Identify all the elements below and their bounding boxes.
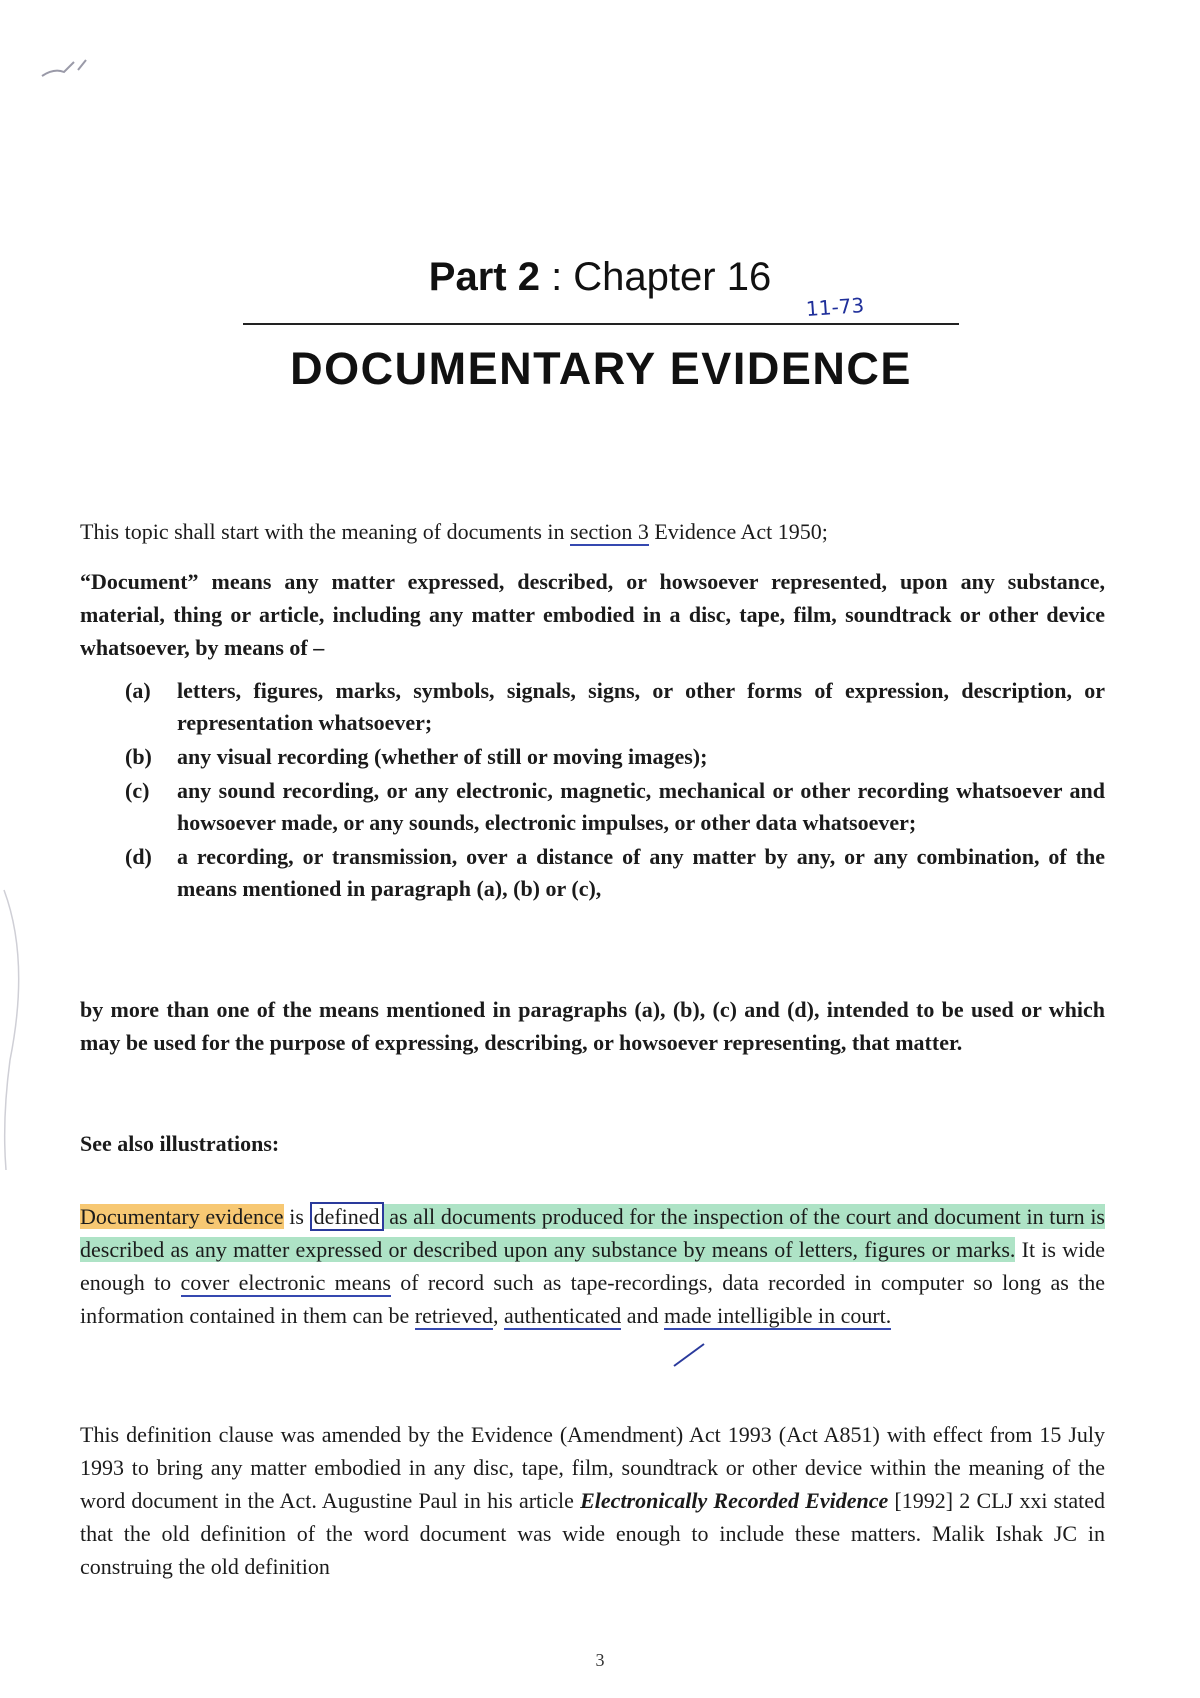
documentary-evidence-paragraph: [80, 1200, 1105, 1332]
amendment-paragraph: [80, 1418, 1105, 1583]
text-mid3: ,: [492, 1303, 504, 1328]
amendment-text-2: [1992] 2 CLJ xxi stated that the old definition of the word document was wide enough to include these matters. Malik Ishak JC in construing the old definition: [80, 1488, 1105, 1579]
scan-mark-top-left: [34, 50, 104, 90]
handwritten-page-note: 11-73: [805, 293, 865, 321]
definition-tail: by more than one of the means mentioned in paragraphs (a), (b), (c) and (d), intended to be used or which may be used for the purpose of expressing, describing, or howsoever representing, that matter.: [80, 997, 1105, 1055]
page-number: 3: [595, 1650, 605, 1670]
page-title: DOCUMENTARY EVIDENCE: [290, 343, 912, 394]
item-text: letters, figures, marks, symbols, signals, signs, or other forms of expression, description, or representation whatsoever;: [177, 678, 1105, 735]
definition-paragraph: “Document” means any matter expressed, described, or howsoever represented, upon any substance, material, thing or article, including any matter embodied in a disc, tape, film, soundtrack or other device whatsoever, by means of –: [80, 569, 1105, 660]
article-title: Electronically Recorded Evidence: [580, 1488, 889, 1513]
underlined-electronic-means: cover electronic means: [180, 1270, 391, 1295]
chapter-separator: :: [539, 255, 574, 299]
text-mid1: It is wide enough to: [80, 1237, 1105, 1295]
item-label: (c): [125, 778, 150, 803]
heading-rule: [243, 323, 959, 325]
item-text: a recording, or transmission, over a distance of any matter by any, or any combination, of the means mentioned in paragraph (a), (b) or (c),: [177, 844, 1105, 901]
item-label: (d): [125, 844, 152, 869]
intro-section-ref: section 3: [570, 519, 649, 544]
highlighted-term: Documentary evidence: [80, 1204, 284, 1229]
text-is: is: [283, 1204, 310, 1229]
list-item: [125, 741, 1105, 773]
item-text: any sound recording, or any electronic, magnetic, mechanical or other recording whatsoever and howsoever made, or any sounds, electronic impulses, or other data whatsoever;: [177, 778, 1105, 835]
list-item: [125, 675, 1105, 739]
boxed-word-defined: defined: [310, 1202, 384, 1231]
see-also-heading: See also illustrations:: [80, 1131, 280, 1156]
text-mid2: of record such as tape-recordings, data recorded in computer so long as the information contained in them can be: [80, 1270, 1105, 1328]
scan-mark-left-edge: [0, 880, 60, 1180]
chapter-label: Chapter 16: [573, 255, 772, 299]
definition-items: [125, 675, 1105, 907]
intro-paragraph: [80, 515, 1105, 548]
text-mid4: and: [621, 1303, 664, 1328]
underlined-intelligible: made intelligible in court.: [664, 1303, 892, 1328]
underlined-authenticated: authenticated: [503, 1303, 622, 1328]
part-label: Part 2: [428, 255, 540, 299]
intro-after: Evidence Act 1950;: [648, 519, 828, 544]
list-item: [125, 775, 1105, 839]
item-label: (b): [125, 744, 152, 769]
list-item: [125, 841, 1105, 905]
amendment-text-1: This definition clause was amended by the Evidence (Amendment) Act 1993 (Act A851) with effect from 15 July 1993 to bring any matter embodied in any disc, tape, film, soundtrack or other device within the meaning of the word document in the Act. Augustine Paul in his article: [80, 1422, 1105, 1513]
pen-tick-mark: [670, 1340, 710, 1370]
intro-before: This topic shall start with the meaning of documents in: [80, 519, 571, 544]
underlined-retrieved: retrieved: [414, 1303, 493, 1328]
chapter-heading: [0, 255, 1200, 300]
green-highlight-text: as all documents produced for the inspection of the court and document in turn is described as any matter expressed or described upon any substance by means of letters, figures or marks.: [80, 1204, 1105, 1262]
item-label: (a): [125, 678, 151, 703]
item-text: any visual recording (whether of still or moving images);: [177, 744, 708, 769]
